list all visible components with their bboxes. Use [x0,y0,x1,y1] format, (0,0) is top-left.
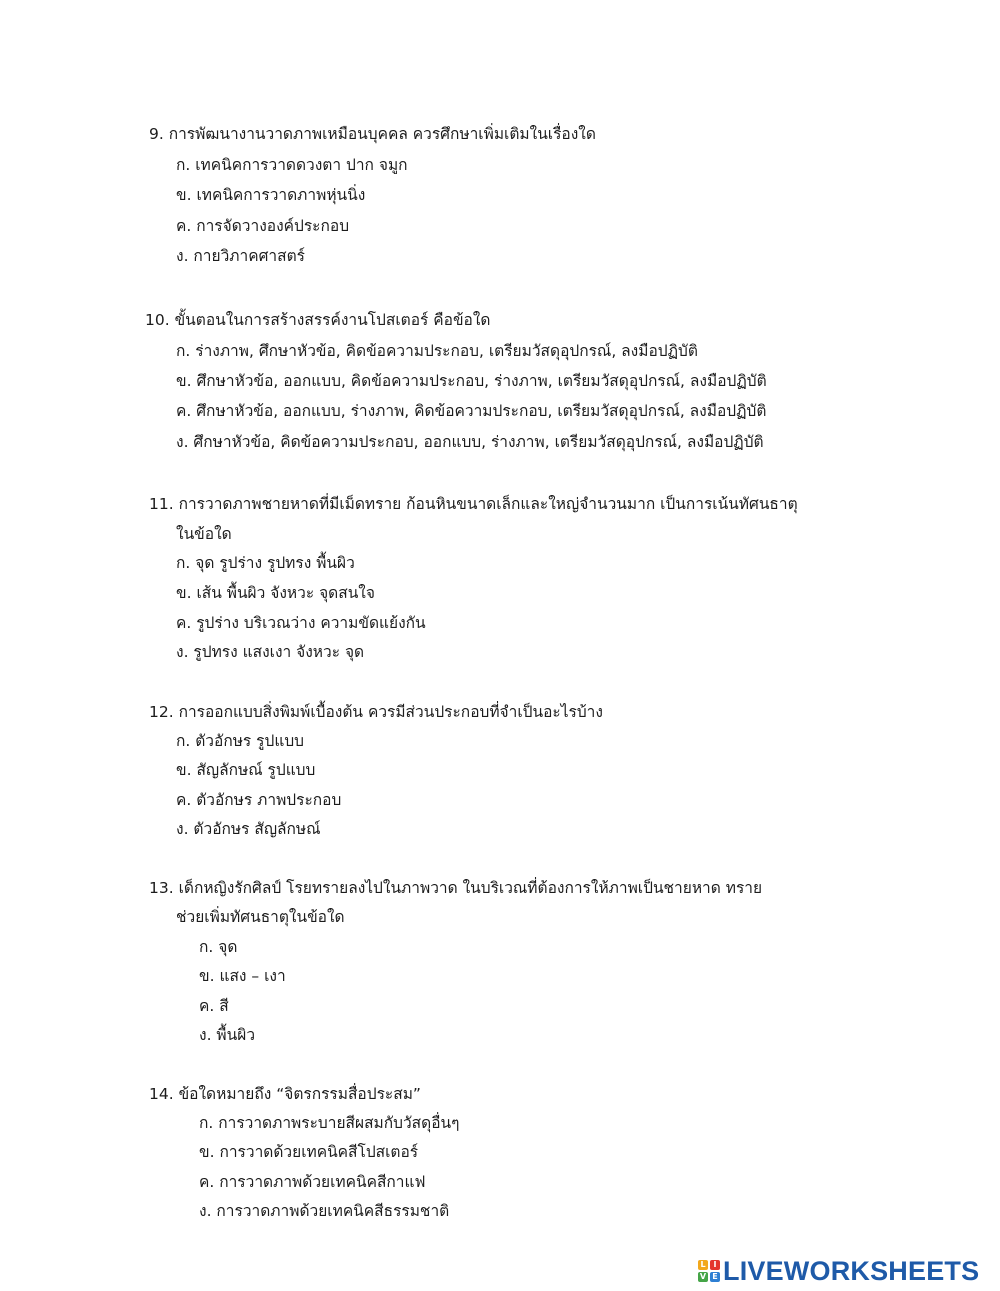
logo-mark-letter: E [710,1272,720,1282]
question-13-text: 13. เด็กหญิงรักศิลป์ โรยทรายลงไปในภาพวาด ในบริเวณที่ต้องการให้ภาพเป็นชายหาด ทราย [149,879,763,897]
question-12-choice-a[interactable]: ก. ตัวอักษร รูปแบบ [176,732,305,750]
question-14-choice-b[interactable]: ข. การวาดด้วยเทคนิคสีโปสเตอร์ [199,1143,419,1161]
logo-mark-icon [698,1260,720,1282]
question-12-choice-d[interactable]: ง. ตัวอักษร สัญลักษณ์ [176,820,321,838]
question-14-choice-d[interactable]: ง. การวาดภาพด้วยเทคนิคสีธรรมชาติ [199,1202,450,1220]
question-13-choice-d[interactable]: ง. พื้นผิว [199,1026,256,1044]
logo-text: LIVEWORKSHEETS [723,1256,980,1286]
question-13-choice-c[interactable]: ค. สี [199,997,229,1015]
question-9-choice-a[interactable]: ก. เทคนิคการวาดดวงตา ปาก จมูก [176,156,408,174]
question-11-text-line-2: ในข้อใด [176,525,232,543]
question-13-choice-a[interactable]: ก. จุด [199,938,238,956]
question-9-choice-b[interactable]: ข. เทคนิคการวาดภาพหุ่นนิ่ง [176,186,366,204]
question-10-choice-b[interactable]: ข. ศึกษาหัวข้อ, ออกแบบ, คิดข้อความประกอบ, ร่างภาพ, เตรียมวัสดุอุปกรณ์, ลงมือปฏิบัติ [176,372,767,390]
question-9-choice-c[interactable]: ค. การจัดวางองค์ประกอบ [176,217,350,235]
question-10-choice-a[interactable]: ก. ร่างภาพ, ศึกษาหัวข้อ, คิดข้อความประกอบ, เตรียมวัสดุอุปกรณ์, ลงมือปฏิบัติ [176,342,698,360]
question-11-choice-c[interactable]: ค. รูปร่าง บริเวณว่าง ความขัดแย้งกัน [176,614,426,632]
question-10-text: 10. ขั้นตอนในการสร้างสรรค์งานโปสเตอร์ คือข้อใด [145,311,491,329]
question-10-choice-c[interactable]: ค. ศึกษาหัวข้อ, ออกแบบ, ร่างภาพ, คิดข้อความประกอบ, เตรียมวัสดุอุปกรณ์, ลงมือปฏิบัติ [176,402,767,420]
question-13-text-line-2: ช่วยเพิ่มทัศนธาตุในข้อใด [176,908,345,926]
question-12-choice-c[interactable]: ค. ตัวอักษร ภาพประกอบ [176,791,342,809]
question-11-choice-b[interactable]: ข. เส้น พื้นผิว จังหวะ จุดสนใจ [176,584,375,602]
question-11-choice-d[interactable]: ง. รูปทรง แสงเงา จังหวะ จุด [176,643,365,661]
question-13-choice-b[interactable]: ข. แสง – เงา [199,967,286,985]
logo-mark-letter: I [710,1260,720,1270]
liveworksheets-logo [698,1256,979,1286]
question-10-choice-d[interactable]: ง. ศึกษาหัวข้อ, คิดข้อความประกอบ, ออกแบบ, ร่างภาพ, เตรียมวัสดุอุปกรณ์, ลงมือปฏิบัติ [176,433,764,451]
question-14-text: 14. ข้อใดหมายถึง “จิตรกรรมสื่อประสม” [149,1085,421,1103]
question-11-choice-a[interactable]: ก. จุด รูปร่าง รูปทรง พื้นผิว [176,554,355,572]
question-14-choice-c[interactable]: ค. การวาดภาพด้วยเทคนิคสีกาแฟ [199,1173,426,1191]
question-9-choice-d[interactable]: ง. กายวิภาคศาสตร์ [176,247,305,265]
logo-mark-letter: V [699,1272,707,1281]
question-12-text: 12. การออกแบบสิ่งพิมพ์เบื้องต้น ควรมีส่วนประกอบที่จำเป็นอะไรบ้าง [149,703,603,721]
question-11-text: 11. การวาดภาพชายหาดที่มีเม็ดทราย ก้อนหินขนาดเล็กและใหญ่จำนวนมาก เป็นการเน้นทัศนธาตุ [149,495,798,513]
question-14-choice-a[interactable]: ก. การวาดภาพระบายสีผสมกับวัสดุอื่นๆ [199,1114,460,1132]
question-9-text: 9. การพัฒนางานวาดภาพเหมือนบุคคล ควรศึกษาเพิ่มเติมในเรื่องใด [149,125,596,143]
logo-mark-letter: L [698,1260,708,1270]
question-12-choice-b[interactable]: ข. สัญลักษณ์ รูปแบบ [176,761,316,779]
